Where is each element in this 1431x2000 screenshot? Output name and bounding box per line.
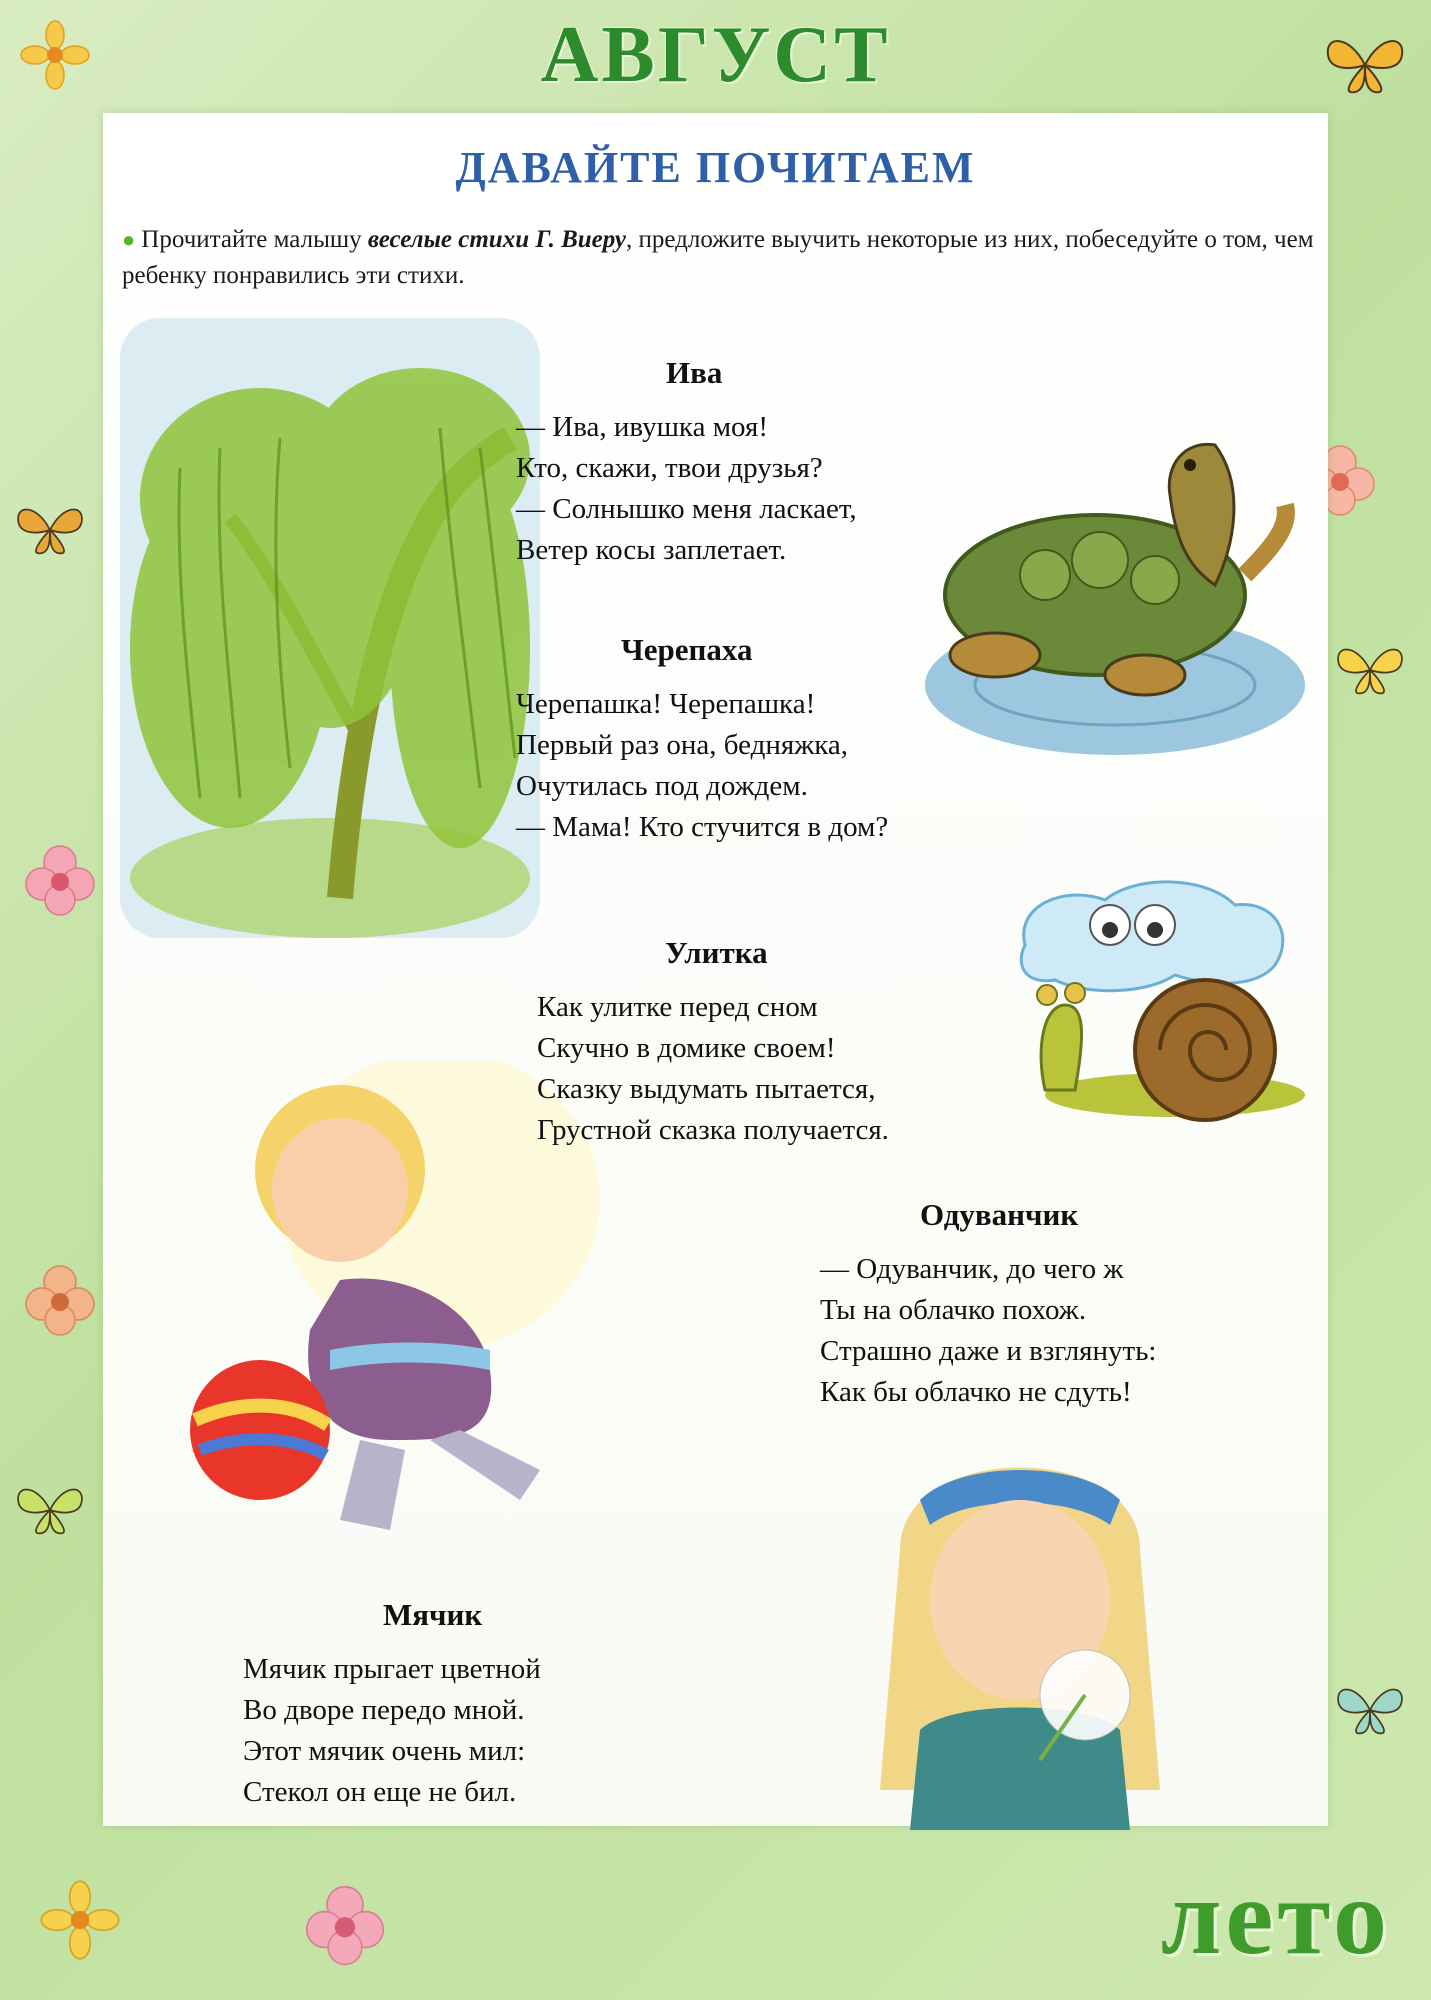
- poem-title: Улитка: [665, 935, 768, 970]
- intro-text: ● Прочитайте малышу веселые стихи Г. Виеру, предложите выучить некоторые из них, побеседуйте о том, чем ребенку понравились эти стихи.: [122, 226, 1314, 289]
- poem-line: Страшно даже и взглянуть:: [820, 1335, 1157, 1367]
- poem-line: — Солнышко меня ласкает,: [516, 493, 857, 525]
- intro-emphasis: веселые стихи Г. Виеру: [367, 226, 627, 253]
- snail-icon: [1005, 875, 1305, 1125]
- willow-tree-icon: [120, 318, 540, 938]
- poem-iva: [516, 355, 936, 571]
- poem-ulitka: [537, 935, 997, 1151]
- poem-line: Грустной сказка получается.: [537, 1114, 889, 1146]
- poem-title: Одуванчик: [920, 1197, 1079, 1232]
- poem-oduvanchik: [820, 1197, 1260, 1413]
- bullet-icon: ●: [122, 227, 136, 252]
- poem-line: — Ива, ивушка моя!: [516, 411, 768, 443]
- butterfly-icon: [10, 1480, 90, 1540]
- poem-title: Черепаха: [621, 632, 753, 667]
- butterfly-icon: [1330, 640, 1410, 700]
- poem-line: Сказку выдумать пытается,: [537, 1073, 876, 1105]
- poem-line: Первый раз она, бедняжка,: [516, 729, 849, 761]
- poem-line: Ветер косы заплетает.: [516, 534, 787, 566]
- poem-line: Как улитке перед сном: [537, 991, 818, 1023]
- girl-with-dandelion-icon: [860, 1430, 1180, 1830]
- month-title: АВГУСТ: [540, 11, 891, 99]
- poem-line: Стекол он еще не бил.: [243, 1776, 517, 1808]
- poem-title: Мячик: [383, 1597, 483, 1632]
- season-label: лето: [1160, 1858, 1391, 1977]
- poem-line: — Мама! Кто стучится в дом?: [516, 811, 889, 843]
- poem-line: Кто, скажи, твои друзья?: [516, 452, 823, 484]
- poem-cherepakha: [516, 632, 976, 848]
- section-title: ДАВАЙТЕ ПОЧИТАЕМ: [455, 143, 976, 192]
- poem-line: Мячик прыгает цветной: [243, 1653, 541, 1685]
- flower-icon: [300, 1880, 390, 1970]
- poem-line: Ты на облачко похож.: [820, 1294, 1087, 1326]
- poem-line: Очутилась под дождем.: [516, 770, 808, 802]
- poem-line: Этот мячик очень мил:: [243, 1735, 526, 1767]
- poem-line: Во дворе передо мной.: [243, 1694, 525, 1726]
- flower-icon: [20, 1260, 100, 1340]
- poem-line: Скучно в домике своем!: [537, 1032, 836, 1064]
- flower-icon: [20, 840, 100, 920]
- poem-line: Как бы облачко не сдуть!: [820, 1376, 1132, 1408]
- butterfly-icon: [10, 500, 90, 560]
- poem-line: — Одуванчик, до чего ж: [820, 1253, 1124, 1285]
- flower-icon: [40, 1880, 120, 1960]
- poem-myachik: [243, 1597, 663, 1813]
- poem-title: Ива: [666, 355, 723, 390]
- poem-line: Черепашка! Черепашка!: [516, 688, 816, 720]
- butterfly-icon: [1330, 1680, 1410, 1740]
